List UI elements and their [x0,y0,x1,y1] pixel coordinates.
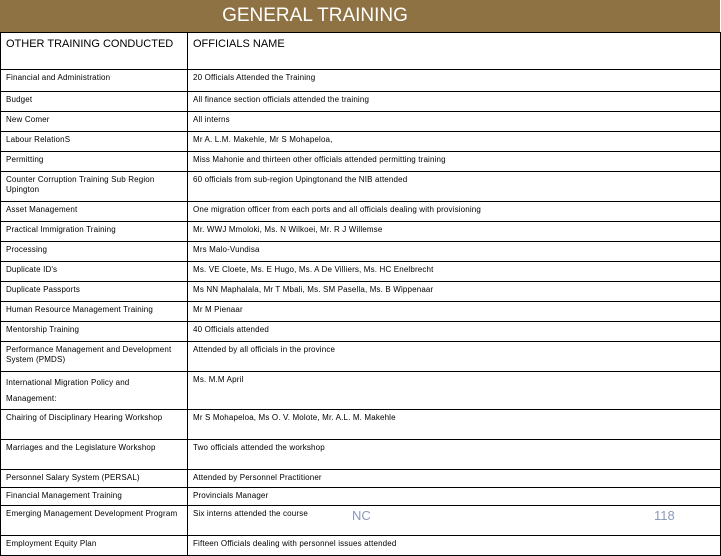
training-cell: Emerging Management Development Program [1,506,188,536]
table-row [1,282,721,302]
training-cell: Human Resource Management Training [1,302,188,322]
training-table-container [0,32,720,548]
training-cell: Asset Management [1,202,188,222]
training-cell: Personnel Salary System (PERSAL) [1,470,188,488]
table-row [1,70,721,92]
training-cell: Marriages and the Legislature Workshop [1,440,188,470]
officials-cell: Mr M Pienaar [188,302,721,322]
table-row [1,302,721,322]
training-cell: Employment Equity Plan [1,536,188,556]
training-cell: Budget [1,92,188,112]
officials-cell: Attended by all officials in the province [188,342,721,372]
training-cell: Duplicate ID's [1,262,188,282]
officials-cell: Mrs Malo-Vundisa [188,242,721,262]
officials-cell: Mr. WWJ Mmoloki, Ms. N Wilkoei, Mr. R J Willemse [188,222,721,242]
table-header-row [1,33,721,70]
training-cell: International Migration Policy and Management: [1,372,188,410]
officials-cell: Two officials attended the workshop [188,440,721,470]
table-row [1,222,721,242]
officials-cell: Ms. VE Cloete, Ms. E Hugo, Ms. A De Villiers, Ms. HC Enelbrecht [188,262,721,282]
footer-label: NC [352,508,371,523]
training-cell: Permitting [1,152,188,172]
table-row [1,202,721,222]
officials-cell: Fifteen Officials dealing with personnel issues attended [188,536,721,556]
officials-cell: Six interns attended the course [188,506,721,536]
table-row [1,372,721,410]
officials-cell: Miss Mahonie and thirteen other officials attended permitting training [188,152,721,172]
training-cell: Counter Corruption Training Sub Region Upington [1,172,188,202]
table-row [1,536,721,556]
officials-cell: Attended by Personnel Practitioner [188,470,721,488]
officials-cell: Ms NN Maphalala, Mr T Mbali, Ms. SM Pasella, Ms. B Wippenaar [188,282,721,302]
table-row [1,470,721,488]
table-row [1,92,721,112]
table-row [1,152,721,172]
table-row [1,262,721,282]
table-row [1,488,721,506]
training-cell: New Comer [1,112,188,132]
officials-cell: Provincials Manager [188,488,721,506]
table-row [1,112,721,132]
training-cell: Processing [1,242,188,262]
table-row [1,440,721,470]
training-table [0,32,721,556]
table-row [1,342,721,372]
training-cell: Mentorship Training [1,322,188,342]
table-row [1,410,721,440]
table-row [1,242,721,262]
training-cell: Financial Management Training [1,488,188,506]
training-cell: Practical Immigration Training [1,222,188,242]
officials-cell: 60 officials from sub-region Upingtonand the NIB attended [188,172,721,202]
officials-cell: Mr S Mohapeloa, Ms O. V. Molote, Mr. A.L. M. Makehle [188,410,721,440]
header-training: OTHER TRAINING CONDUCTED [1,33,188,70]
officials-cell: All finance section officials attended the training [188,92,721,112]
training-cell: Performance Management and Development System (PMDS) [1,342,188,372]
table-row [1,132,721,152]
header-officials: OFFICIALS NAME [188,33,721,70]
officials-cell: Ms. M.M April [188,372,721,410]
officials-cell: All interns [188,112,721,132]
training-cell: Financial and Administration [1,70,188,92]
training-cell: Duplicate Passports [1,282,188,302]
title-bar [0,0,720,32]
table-row [1,322,721,342]
page-title: GENERAL TRAINING [222,5,408,26]
training-cell: Chairing of Disciplinary Hearing Workshop [1,410,188,440]
training-cell: Labour RelationS [1,132,188,152]
officials-cell: One migration officer from each ports and all officials dealing with provisioning [188,202,721,222]
table-row [1,172,721,202]
officials-cell: 40 Officials attended [188,322,721,342]
officials-cell: 20 Officials Attended the Training [188,70,721,92]
page-number: 118 [654,508,675,523]
officials-cell: Mr A. L.M. Makehle, Mr S Mohapeloa, [188,132,721,152]
